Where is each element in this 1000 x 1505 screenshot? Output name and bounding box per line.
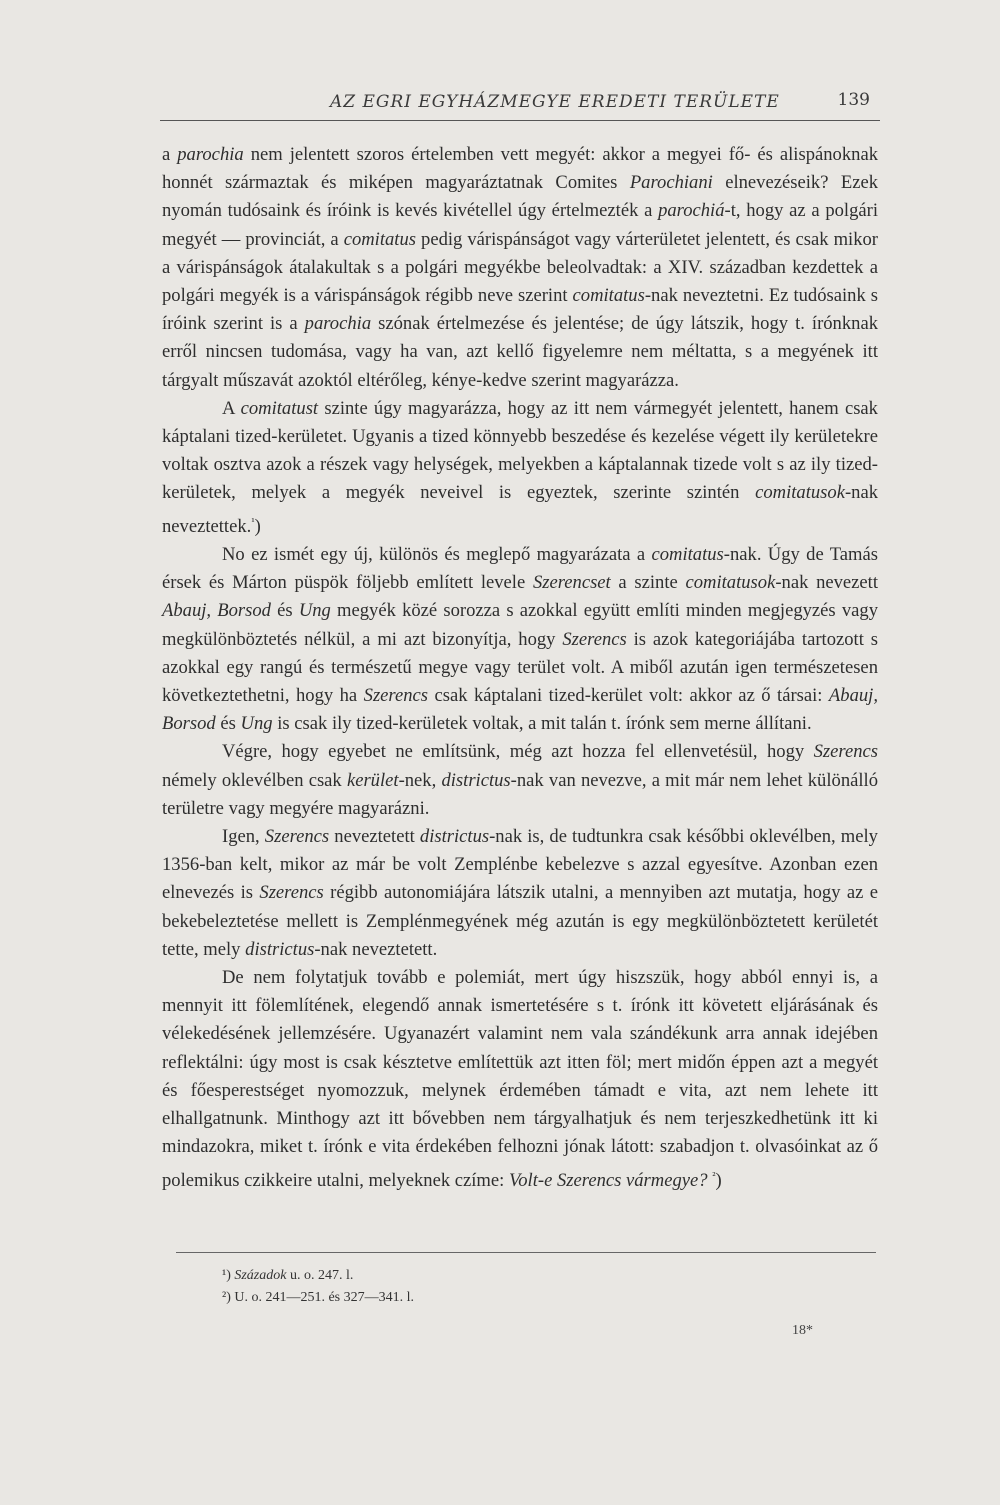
italic-term: Szerencs xyxy=(813,741,878,763)
italic-term: districtus xyxy=(419,826,490,848)
footnote xyxy=(222,1265,414,1287)
italic-term: kerület xyxy=(346,769,399,791)
footnote-mark: ²) xyxy=(222,1290,235,1305)
text-run: és xyxy=(270,600,299,622)
page-number: 139 xyxy=(837,90,870,110)
italic-term: Abauj, Borsod xyxy=(162,600,271,622)
text-run: a xyxy=(162,144,178,165)
signature-mark: 18* xyxy=(792,1323,813,1338)
italic-term: Parochiani xyxy=(629,172,713,194)
paragraph xyxy=(162,823,878,964)
text-run: No ez ismét egy új, különös és meglepő magyarázata a xyxy=(222,544,652,566)
footnote-mark: ¹) xyxy=(222,1268,235,1283)
italic-term: Szerencset xyxy=(532,572,611,594)
italic-term: comitatust xyxy=(240,397,319,419)
italic-term: parochia xyxy=(304,313,372,335)
italic-term: Ung xyxy=(240,713,273,735)
text-run: -nak van nevezve, a mit már nem lehet különálló területre vagy megyére magyarázni. xyxy=(162,769,878,819)
text-run: -nak neveztetni. Ez tudósaink s íróink szerint is a xyxy=(162,285,878,335)
italic-term: comitatusok xyxy=(685,572,776,594)
text-run: -nak. Úgy de Tamás érsek és Márton püspök följebb említett levele xyxy=(162,544,878,594)
italic-term: comitatusok xyxy=(755,482,845,504)
italic-term: districtus xyxy=(245,938,315,960)
footnotes xyxy=(222,1265,414,1309)
italic-term: comitatus xyxy=(651,544,724,566)
text-run: szónak értelmezése és jelentése; de úgy látszik, hogy t. írónknak erről nincsen tudomása, vagy ha van, azt kellő figyelemre nem méltatta, s a megyének itt tárgyalt műszavát azoktól eltérőleg, kénye-kedve szerint magyarázza. xyxy=(162,313,878,391)
italic-term: Volt-e Szerencs vármegye? xyxy=(508,1169,708,1191)
italic-term: comitatus xyxy=(343,228,417,250)
footnote xyxy=(222,1287,414,1309)
footnote-text: U. o. 241—251. és 327—341. l. xyxy=(234,1290,415,1305)
text-run: -t, hogy az a polgári megyét — provinciát, a xyxy=(162,200,879,250)
text-run: és xyxy=(215,713,241,735)
paragraph xyxy=(162,395,878,541)
text-run: -nak is, de tudtunkra csak későbbi oklevélben, mely 1356-ban kelt, mikor az már be volt Zemplénbe kebelezve s azzal egyesítve. Azonban ezen elnevezés is xyxy=(162,826,878,904)
footnote-source: Századok xyxy=(234,1268,287,1283)
text-run: ) xyxy=(254,515,261,537)
text-run: szinte úgy magyarázza, hogy az itt nem vármegyét jelentett, hanem csak káptalani tized-kerületet. Ugyanis a tized könnyebb beszedése és kezelése végett ily kerületekre voltak osztva azok a részek vagy helységek, melyekben a káptalannak tizede volt s az ily tized-kerületek, melyek a megyék neveivel is egyeztek, szerinte szintén xyxy=(162,397,878,504)
text-run: ) xyxy=(715,1169,722,1191)
text-run: is azok kategoriájába tartozott s azokkal egy rangú és természetű megye vagy terület volt. A miből azután igen természetesen következtethetni, hogy ha xyxy=(162,628,878,707)
italic-term: Szerencs xyxy=(562,628,627,650)
text-run: -nek, xyxy=(398,769,442,791)
footnote-ref: ¹ xyxy=(251,515,255,528)
text-run: csak káptalani tized-kerület volt: akkor az ő társai: xyxy=(428,685,829,707)
text-run: némely oklevélben csak xyxy=(162,769,347,791)
italic-term: Szerencs xyxy=(264,826,330,848)
italic-term: Ung xyxy=(298,600,331,622)
italic-term: parochia xyxy=(177,144,244,165)
text-run: is csak ily tized-kerületek voltak, a mit talán t. írónk sem merne állítani. xyxy=(272,713,812,735)
page-header xyxy=(160,92,880,122)
footnote-rule xyxy=(176,1252,876,1253)
text-run: De nem folytatjuk tovább e polemiát, mert úgy hiszszük, hogy abból ennyi is, a mennyit itt fölemlítének, elegendő annak ismertetésére s t. írónk itt követett eljárásának és vélekedésének jellemzésére. Ugyanazért valamint nem vala szándékunk arra annak idejében reflektálni: úgy most is csak késztetve említettük azt itten föl; mert midőn éppen azt a megyét és főesperestséget nyomozzuk, melynek érdemében támadt e vita, azt nem lehete itt elhallgatnunk. Minthogy azt itt bővebben nem tárgyalhatjuk és nem terjeszkedhetünk itt ki mindazokra, miket t. írónk e vita érdekében felhozni jónak látott: szabadjon t. olvasóinkat az ő polemikus czikkeire utalni, melyeknek czíme: xyxy=(162,967,878,1191)
footnote-text: u. o. 247. l. xyxy=(286,1268,354,1283)
text-run: -nak neveztetett. xyxy=(314,938,438,960)
footnote-ref: ² xyxy=(712,1169,716,1182)
text-run: pedig várispánságot vagy várterületet jelentett, és csak mikor a várispánságok átalakultak s a polgári megyékbe beleolvadtak: a XIV. században kezdettek a polgári megyék is a várispánságok régibb neve szerint xyxy=(162,228,879,307)
paragraph xyxy=(162,738,878,823)
paragraph xyxy=(162,964,878,1195)
text-run: a szinte xyxy=(610,572,686,594)
text-run: -nak nevezett xyxy=(775,572,879,594)
paragraph xyxy=(162,141,878,395)
italic-term: Abauj, Borsod xyxy=(162,685,878,735)
text-run: -nak neveztettek. xyxy=(162,482,878,537)
text-run: megyék közé sorozza s azokkal együtt említi minden megjegyzés vagy megkülönböztetés nélkül, a mi azt bizonyítja, hogy xyxy=(162,600,878,650)
italic-term: Szerencs xyxy=(259,882,324,904)
running-title: AZ EGRI EGYHÁZMEGYE EREDETI TERÜLETE xyxy=(330,92,780,112)
text-run: Igen, xyxy=(222,826,265,848)
text-run: Végre, hogy egyebet ne említsünk, még azt hozza fel ellenvetésül, hogy xyxy=(222,741,814,763)
italic-term: parochiá xyxy=(658,200,725,222)
body-text xyxy=(162,141,878,1195)
text-run: neveztetett xyxy=(329,826,420,848)
header-rule xyxy=(160,120,880,121)
text-run: nem jelentett szoros értelemben vett megyét: akkor a megyei fő- és alispánoknak honnét származtak és miképen magyaráztatnak Comites xyxy=(162,144,878,194)
italic-term: districtus xyxy=(441,769,511,791)
paragraph xyxy=(162,541,878,738)
italic-term: comitatus xyxy=(572,285,645,307)
text-run: elnevezéseik? Ezek nyomán tudósaink és íróink is kevés kivétellel úgy értelmezték a xyxy=(162,172,879,222)
text-run: A xyxy=(222,397,241,419)
italic-term: Szerencs xyxy=(363,685,429,707)
text-run: régibb autonomiájára látszik utalni, a mennyiben azt mutatja, hogy az e bekebeleztetése mellett is Zemplénmegyének még azután is egy megkülönböztetett kerületét tette, mely xyxy=(162,882,878,960)
